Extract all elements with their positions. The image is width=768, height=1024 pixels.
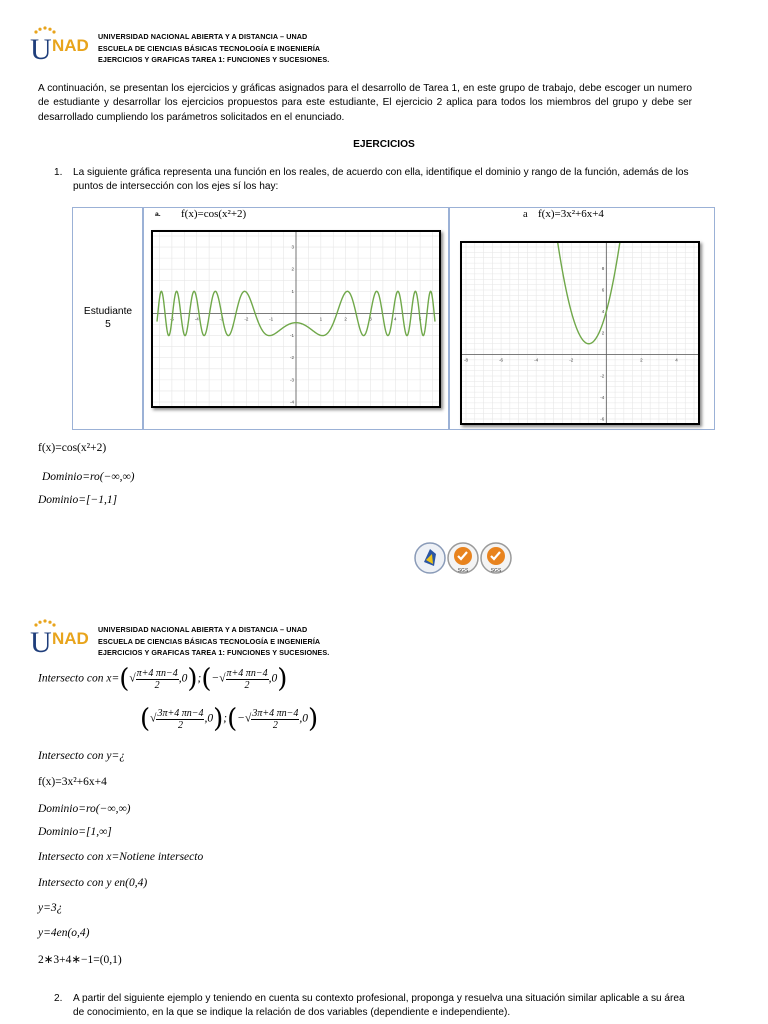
y-tick-label: 2 (291, 266, 294, 272)
x-tick-label: -2 (244, 316, 249, 322)
frac1-den: 2 (154, 679, 160, 691)
work2-domain-1: Dominio=ro(−∞,∞) (38, 803, 131, 815)
intersect-x-prefix: Intersecto con x= (38, 672, 120, 685)
frac2b-den: 2 (272, 719, 278, 731)
badge-2-text: SGS (490, 568, 502, 574)
exercise2-text: A partir del siguiente ejemplo y teniendo en cuenta su contexto profesional, proponga y resuelva una situación similar aplicable a su área de conocimiento, en la que se indique la relación de dos variables (dependiente e independiente). (73, 993, 685, 1019)
zero-3: ,0 (204, 712, 214, 725)
exercise1-number: 1. (54, 167, 63, 178)
work2-function: f(x)=3x²+6x+4 (38, 776, 107, 788)
y-tick-label: 8 (601, 266, 605, 271)
frac1-num: π+4 πn−4 (136, 667, 178, 679)
header-line-3: EJERCICIOS Y GRAFICAS TAREA 1: FUNCIONES Y SUCESIONES. (98, 55, 330, 64)
intersect-x-row-1: Intersecto con x=(√ $\frac{\pi+4 \pi n-4}{2}$ ,0);(−√ $\frac{\pi+4 \pi n-4}{2}$ ,0) (38, 664, 288, 694)
x-tick-label: -5 (169, 316, 174, 322)
x-tick-label: -4 (534, 357, 539, 363)
exercise1-text: La siguiente gráfica representa una función en los reales, de acuerdo con ella, identifique el dominio y rango de la función, además de los puntos de intersección con los ejes sí los hay: (73, 167, 689, 193)
unad-logo-2 (30, 619, 92, 662)
x-tick-label: 5 (418, 316, 422, 322)
y-eq-3: y=3¿ (38, 902, 63, 914)
x-tick-label: -2 (569, 357, 574, 363)
left-func: f(x)=cos(x²+2) (181, 208, 247, 220)
svg-text:U: U (30, 33, 52, 64)
y-tick-label: 2 (601, 330, 605, 336)
y-tick-label: -4 (600, 395, 605, 400)
y-tick-label: 6 (601, 287, 605, 293)
zero-2: ,0 (268, 672, 278, 685)
table-cell-graph-left (142, 207, 450, 430)
y-tick-label: -4 (289, 399, 294, 405)
x-tick-label: -4 (194, 316, 199, 322)
badge-1-text: SGS (457, 568, 469, 574)
intro-paragraph: A continuación, se presentan los ejercicios y gráficas asignados para el desarrollo de Tarea 1, en este grupo de trabajo, debe escoger un numero de estudiante y desarrollar los ejercicios propuestos para este estudiante, El ejercicio 2 aplica para todos los miembros del grupo y debe ser desarrollado cumpliendo los parámetros solicitados en el enunciado. (38, 83, 692, 123)
y-tick-label: -1 (289, 333, 294, 339)
frac1b-den: 2 (244, 679, 250, 691)
work2-domain-2: Dominio=[1,∞] (38, 826, 112, 838)
certification-badges (414, 540, 514, 581)
chart-parabola (460, 241, 700, 425)
zero-1: ,0 (178, 672, 188, 685)
x-tick-label: -1 (269, 316, 274, 322)
y-tick-label: -2 (289, 355, 294, 361)
y-tick-label: 4 (601, 309, 605, 314)
left-func-label: a. (155, 211, 161, 218)
work1-domain-1: Dominio=ro(−∞,∞) (42, 471, 135, 483)
x-tick-label: 4 (394, 316, 397, 322)
svg-text:NAD: NAD (52, 36, 89, 55)
frac2b-num: 3π+4 πn−4 (252, 707, 299, 719)
y-tick-label: -6 (600, 416, 605, 422)
header2-line-3: EJERCICIOS Y GRAFICAS TAREA 1: FUNCIONES Y SUCESIONES. (98, 648, 330, 657)
header-line-2: ESCUELA DE CIENCIAS BÁSICAS TECNOLOGÍA E INGENIERÍA (98, 43, 321, 53)
intersect-x-2: Intersecto con x=Notiene intersecto (38, 851, 204, 863)
header2-line-2: ESCUELA DE CIENCIAS BÁSICAS TECNOLOGÍA E INGENIERÍA (98, 636, 321, 646)
zero-4: ,0 (299, 712, 308, 725)
y-eq-4: y=4en(o,4) (38, 927, 90, 939)
x-tick-label: -8 (463, 357, 469, 363)
y-tick-label: -2 (600, 373, 605, 379)
frac2-den: 2 (177, 719, 183, 731)
chart-cos-svg (153, 232, 439, 406)
x-tick-label: 4 (675, 357, 678, 363)
svg-text:U: U (30, 626, 52, 657)
table-cell-student (72, 207, 144, 430)
student-label: Estudiante 5 (83, 306, 133, 330)
y-tick-label: -3 (289, 377, 294, 383)
chart-cos (151, 230, 441, 408)
work1-function: f(x)=cos(x²+2) (38, 442, 107, 454)
y-tick-label: 3 (291, 244, 294, 250)
exercise2-number: 2. (54, 993, 63, 1004)
header2-line-1: UNIVERSIDAD NACIONAL ABIERTA Y A DISTANCIA – UNAD (98, 625, 308, 634)
x-tick-label: -6 (499, 357, 504, 363)
chart-parabola-svg (462, 243, 698, 423)
institution-header (98, 31, 329, 66)
section-title: EJERCICIOS (353, 139, 415, 150)
work1-domain-2: Dominio=[−1,1] (38, 494, 118, 506)
svg-text:NAD: NAD (52, 629, 89, 648)
intersect-y-2: Intersecto con y en(0,4) (38, 877, 148, 889)
calc-line: 2∗3+4∗−1=(0,1) (38, 954, 122, 966)
unad-logo (30, 26, 92, 69)
x-tick-label: 3 (369, 316, 372, 322)
right-func-label: a (523, 209, 528, 220)
frac2-num: 3π+4 πn−4 (157, 707, 204, 719)
institution-header-2 (98, 624, 329, 659)
intersect-x-row-2: (√ $\frac{3\pi+4 \pi n-4}{2}$ ,0);(−√ $\frac{3\pi+4 \pi n-4}{2}$ ,0) (140, 704, 319, 734)
x-tick-label: 2 (344, 316, 347, 322)
intersect-y: Intersecto con y=¿ (38, 750, 125, 762)
table-cell-graph-right (448, 207, 715, 430)
header-line-1: UNIVERSIDAD NACIONAL ABIERTA Y A DISTANCIA – UNAD (98, 32, 308, 41)
x-tick-label: -3 (219, 316, 224, 322)
y-tick-label: 1 (291, 288, 294, 294)
x-tick-label: 2 (640, 357, 643, 363)
x-tick-label: 1 (319, 316, 323, 322)
right-func: f(x)=3x²+6x+4 (538, 208, 604, 220)
frac1b-num: π+4 πn−4 (226, 667, 268, 679)
